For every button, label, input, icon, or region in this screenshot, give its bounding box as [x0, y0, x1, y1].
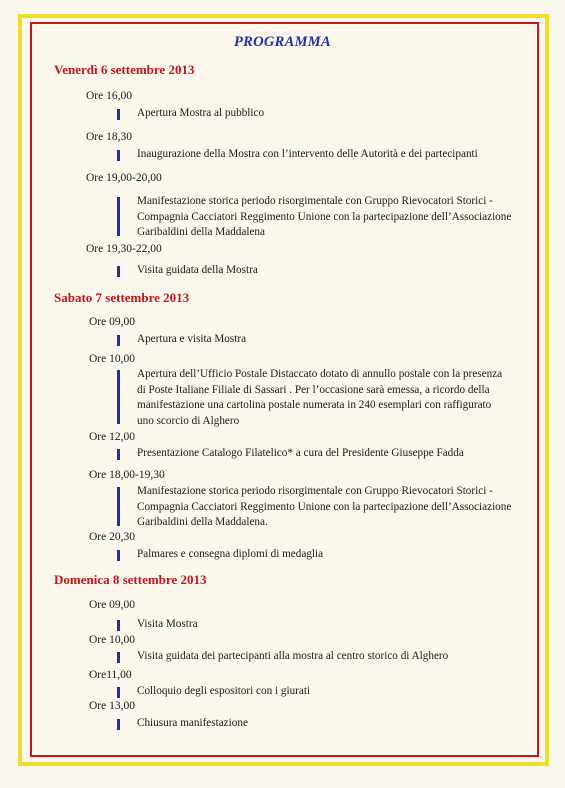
- event-marker-bar: [117, 109, 120, 120]
- day-heading: Domenica 8 settembre 2013: [54, 572, 207, 587]
- event-marker-bar: [117, 687, 120, 698]
- event-marker-bar: [117, 550, 120, 561]
- event-description-line: Manifestazione storica periodo risorgimentale con Gruppo Rievocatori Storici -: [137, 485, 493, 497]
- event-description-line: Apertura e visita Mostra: [137, 333, 247, 345]
- event-time: Ore11,00: [89, 669, 132, 681]
- event-description-line: Presentazione Catalogo Filatelico* a cura del Presidente Giuseppe Fadda: [137, 447, 464, 459]
- event-marker-bar: [117, 266, 120, 277]
- event-time: Ore 18,30: [86, 131, 132, 143]
- event-marker-bar: [117, 719, 120, 730]
- event-marker-bar: [117, 620, 120, 631]
- event-description-line: Palmares e consegna diplomi di medaglia: [137, 548, 324, 560]
- event-marker-bar: [117, 652, 120, 663]
- event-description-line: Compagnia Cacciatori Reggimento Unione con la partecipazione dell’Associazione: [137, 210, 512, 223]
- event-marker-bar: [117, 197, 120, 236]
- event-description-line: Visita guidata della Mostra: [137, 264, 258, 276]
- event-description-line: Inaugurazione della Mostra con l’intervento delle Autorità e dei partecipanti: [137, 148, 478, 160]
- event-time: Ore 13,00: [89, 700, 135, 712]
- event-time: Ore 10,00: [89, 353, 135, 365]
- event-description-line: Apertura Mostra al pubblico: [137, 107, 265, 119]
- day-heading: Venerdì 6 settembre 2013: [54, 62, 195, 77]
- event-time: Ore 09,00: [89, 599, 135, 611]
- event-description-line: Garibaldini della Maddalena.: [137, 516, 268, 528]
- event-marker-bar: [117, 335, 120, 346]
- event-time: Ore 16,00: [86, 90, 132, 102]
- event-time: Ore 09,00: [89, 316, 135, 328]
- event-marker-bar: [117, 150, 120, 161]
- event-description-line: Chiusura manifestazione: [137, 717, 248, 729]
- event-description-line: di Poste Italiane Filiale di Sassari . Per l’occasione sarà emessa, a ricordo della: [137, 383, 490, 396]
- event-time: Ore 19,30-22,00: [86, 243, 162, 255]
- event-description-line: Colloquio degli espositori con i giurati: [137, 685, 311, 697]
- event-description-line: Compagnia Cacciatori Reggimento Unione con la partecipazione dell’Associazione: [137, 500, 512, 513]
- page-title: PROGRAMMA: [234, 34, 331, 50]
- event-description-line: manifestazione una cartolina postale numerata in 240 esemplari con raffigurato: [137, 399, 492, 411]
- event-marker-bar: [117, 370, 120, 424]
- event-description-line: Visita Mostra: [137, 618, 198, 630]
- event-time: Ore 19,00-20,00: [86, 172, 162, 184]
- event-description-line: Manifestazione storica periodo risorgimentale con Gruppo Rievocatori Storici -: [137, 195, 493, 207]
- event-description-line: Visita guidata dei partecipanti alla mostra al centro storico di Alghero: [137, 650, 449, 662]
- day-heading: Sabato 7 settembre 2013: [54, 290, 190, 305]
- event-description-line: Apertura dell’Ufficio Postale Distaccato dotato di annullo postale con la presenza: [137, 368, 503, 380]
- event-marker-bar: [117, 487, 120, 526]
- event-description-line: Garibaldini della Maddalena: [137, 226, 265, 238]
- event-time: Ore 12,00: [89, 431, 135, 443]
- event-time: Ore 20,30: [89, 531, 135, 543]
- event-time: Ore 18,00-19,30: [89, 469, 165, 481]
- event-time: Ore 10,00: [89, 634, 135, 646]
- event-marker-bar: [117, 449, 120, 460]
- event-description-line: uno scorcio di Alghero: [137, 414, 240, 427]
